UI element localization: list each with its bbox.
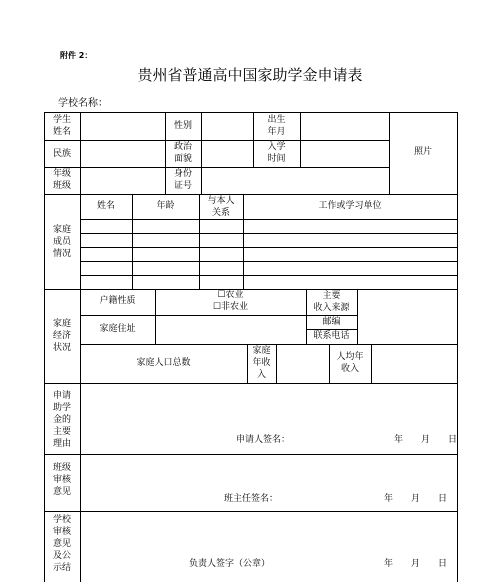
line [80,247,458,248]
line [80,112,81,194]
annual-income-label: 家庭 年收 入 [252,346,271,380]
photo-label: 照片 [413,147,432,157]
birth-label: 出生 年月 [267,115,286,137]
enroll-time-label: 入学 时间 [267,142,286,164]
family-economy-section-label: 家庭 经济 状况 [52,319,71,353]
col-relation-header: 与本人 关系 [207,196,235,218]
line [44,454,458,455]
school-name-label: 学校名称： [58,98,108,109]
id-number-label: 身份 证号 [173,169,192,191]
household-type-label: 户籍性质 [99,296,136,306]
per-capita-income-label: 人均年 收入 [336,352,364,374]
line [80,219,458,220]
application-form-table [44,112,458,582]
non-agricultural-checkbox[interactable]: ☐非农业 [212,302,249,312]
phone-label: 联系电话 [313,331,350,341]
principal-signature-label: 负责人签字（公章） [189,559,271,569]
school-review-section-label: 学校 审核 意见 及公 示结 [52,515,71,573]
line [44,140,389,141]
line [201,112,202,194]
line [80,233,458,234]
home-address-label: 家庭住址 [99,324,136,334]
school-review-date-label: 年 月 日 [384,559,448,569]
head-teacher-signature-label: 班主任签名： [224,494,279,504]
form-title: 贵州省普通高中国家助学金申请表 [137,66,363,84]
class-review-date-label: 年 月 日 [384,494,448,504]
line [44,383,458,384]
line [80,383,81,582]
income-source-label: 主要 收入来源 [313,291,350,313]
student-name-label: 学生 姓名 [52,115,71,137]
ethnicity-label: 民族 [52,149,71,159]
line [44,194,458,195]
family-population-label: 家庭人口总数 [136,358,191,368]
gender-label: 性别 [173,121,192,131]
line [44,167,389,168]
applicant-signature-label: 申请人签名： [236,435,291,445]
line [80,261,458,262]
grade-class-label: 年级 班级 [52,169,71,191]
line [357,289,358,344]
political-status-label: 政治 面貌 [173,142,192,164]
agricultural-checkbox[interactable]: ☐农业 [217,290,244,300]
line [276,344,277,383]
line [371,344,372,383]
family-members-section-label: 家庭 成员 情况 [52,225,71,259]
applicant-date-label: 年 月 日 [394,435,458,445]
postcode-label: 邮编 [322,317,341,327]
class-review-section-label: 班级 审核 意见 [52,463,71,497]
attachment-label: 附件 2： [60,51,93,60]
col-age-header: 年龄 [156,201,175,211]
col-work-header: 工作或学习单位 [318,201,382,211]
line [44,511,458,512]
table-border-top [44,112,458,113]
line [80,275,458,276]
col-name-header: 姓名 [96,201,115,211]
application-reason-section-label: 申请 助学 金的 主要 理由 [52,391,71,449]
